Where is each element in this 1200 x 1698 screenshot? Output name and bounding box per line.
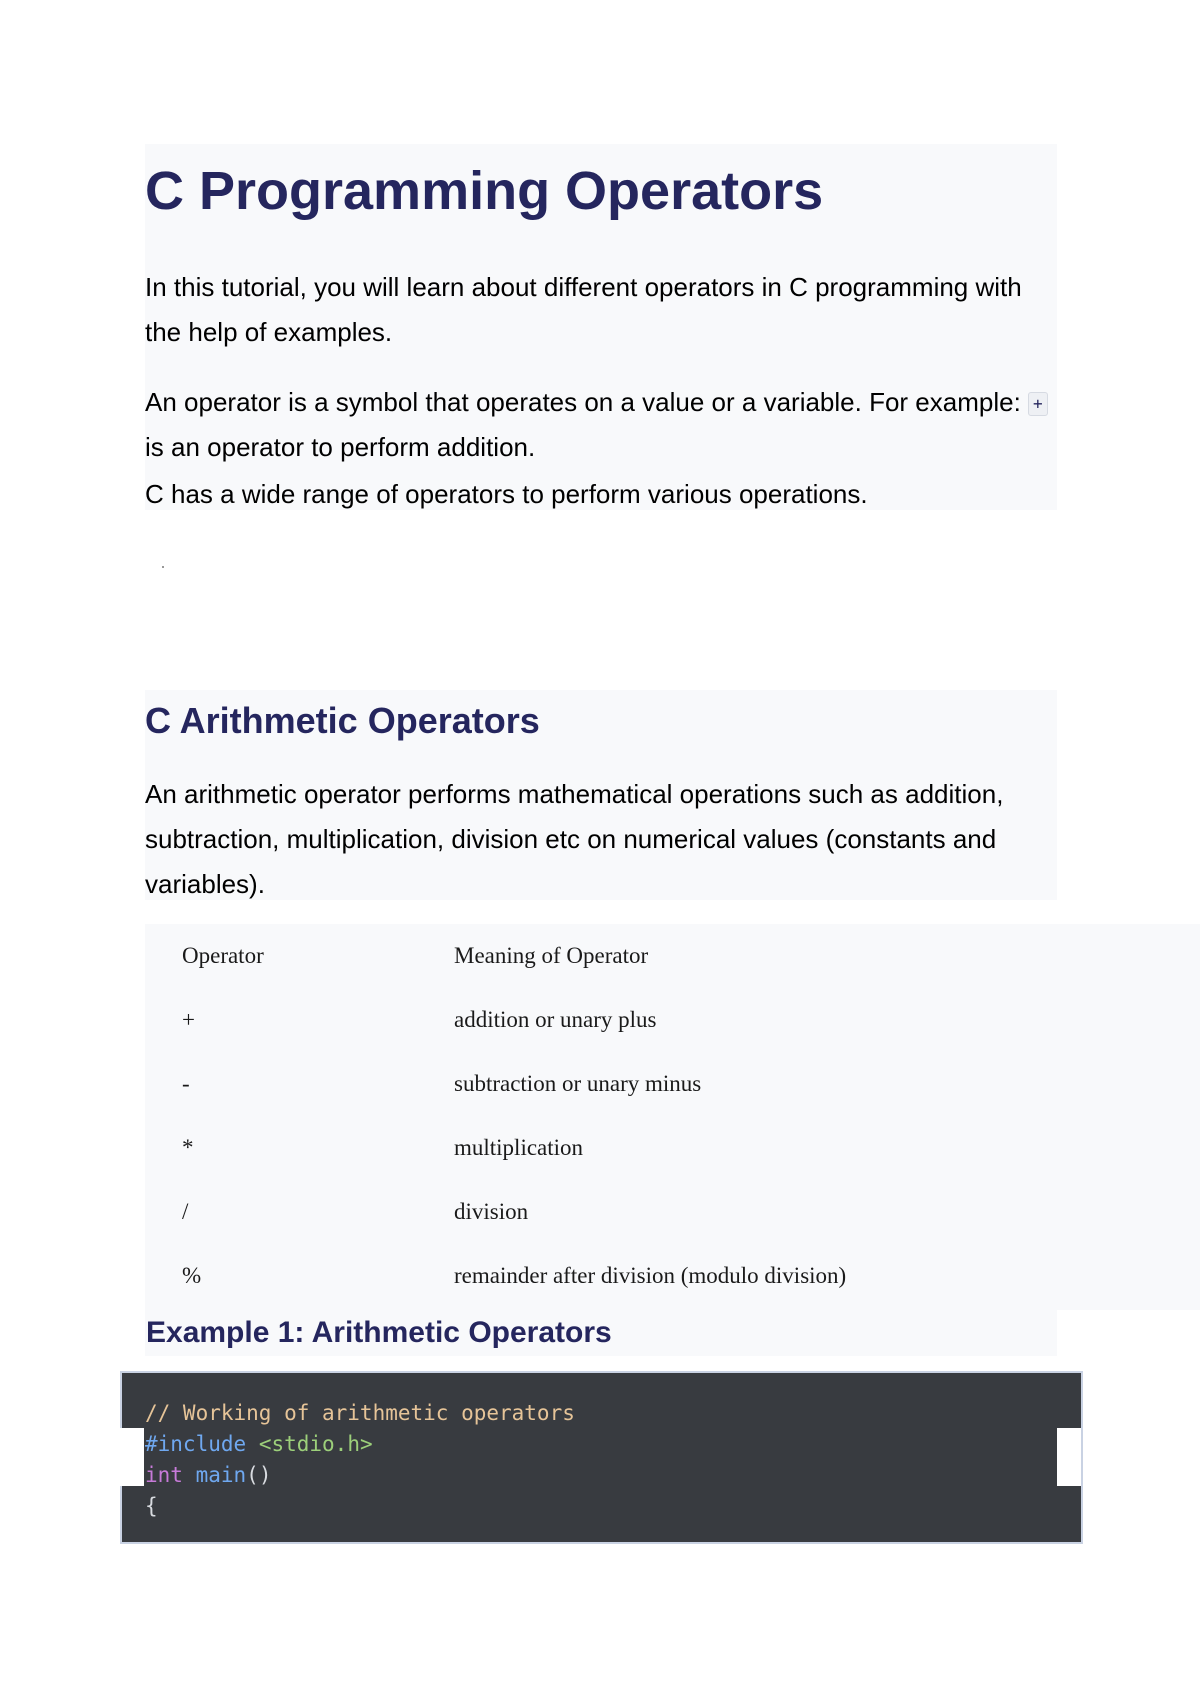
code-block-right-notch (1057, 1428, 1081, 1486)
stray-dot (162, 566, 164, 568)
table-row (145, 1244, 1154, 1308)
meaning-cell: division (454, 1199, 529, 1224)
operator-definition-paragraph (145, 380, 1050, 470)
code-include-header: <stdio.h> (258, 1432, 373, 1456)
code-parens: () (246, 1463, 272, 1487)
definition-text-after: is an operator to perform addition. (145, 432, 536, 462)
table-row (145, 1116, 1154, 1180)
table-header-row (145, 924, 1154, 988)
meaning-cell: remainder after division (modulo division) (454, 1263, 847, 1288)
meaning-cell: addition or unary plus (454, 1007, 657, 1032)
meaning-cell: subtraction or unary minus (454, 1071, 702, 1096)
operator-cell: / (182, 1199, 189, 1224)
code-line-main (145, 1460, 575, 1491)
range-paragraph: C has a wide range of operators to perform various operations. (145, 479, 868, 509)
operator-cell: + (182, 1007, 195, 1032)
code-lines (145, 1398, 575, 1522)
code-open-brace: { (145, 1494, 158, 1518)
arithmetic-heading: C Arithmetic Operators (145, 700, 540, 741)
arithmetic-paragraph: An arithmetic operator performs mathematical operations such as addition, subtraction, multiplication, division etc on numerical values (constants and variables). (145, 779, 1004, 899)
code-include-keyword: #include (145, 1432, 247, 1456)
page-title: C Programming Operators (145, 161, 824, 221)
example-heading: Example 1: Arithmetic Operators (146, 1316, 612, 1349)
operator-cell: * (182, 1135, 194, 1160)
table-row (145, 988, 1154, 1052)
definition-text-before: An operator is a symbol that operates on a value or a variable. For example: (145, 387, 1029, 417)
table-row (145, 1052, 1154, 1116)
code-line-brace (145, 1491, 575, 1522)
code-int-keyword: int (145, 1463, 183, 1487)
operator-cell: % (182, 1263, 202, 1288)
code-line-comment (145, 1398, 575, 1429)
inline-code-plus: + (1028, 392, 1048, 416)
code-comment: // Working of arithmetic operators (145, 1401, 575, 1425)
meaning-cell: multiplication (454, 1135, 584, 1160)
code-block-left-notch (120, 1428, 144, 1486)
code-main-function: main (195, 1463, 247, 1487)
intro-paragraph: In this tutorial, you will learn about different operators in C programming with the help of examples. (145, 272, 1022, 347)
header-operator: Operator (182, 943, 264, 968)
header-meaning: Meaning of Operator (454, 943, 649, 968)
operator-cell: - (182, 1071, 190, 1096)
table-row (145, 1180, 1154, 1244)
code-line-include (145, 1429, 575, 1460)
operator-table (145, 924, 1154, 1308)
